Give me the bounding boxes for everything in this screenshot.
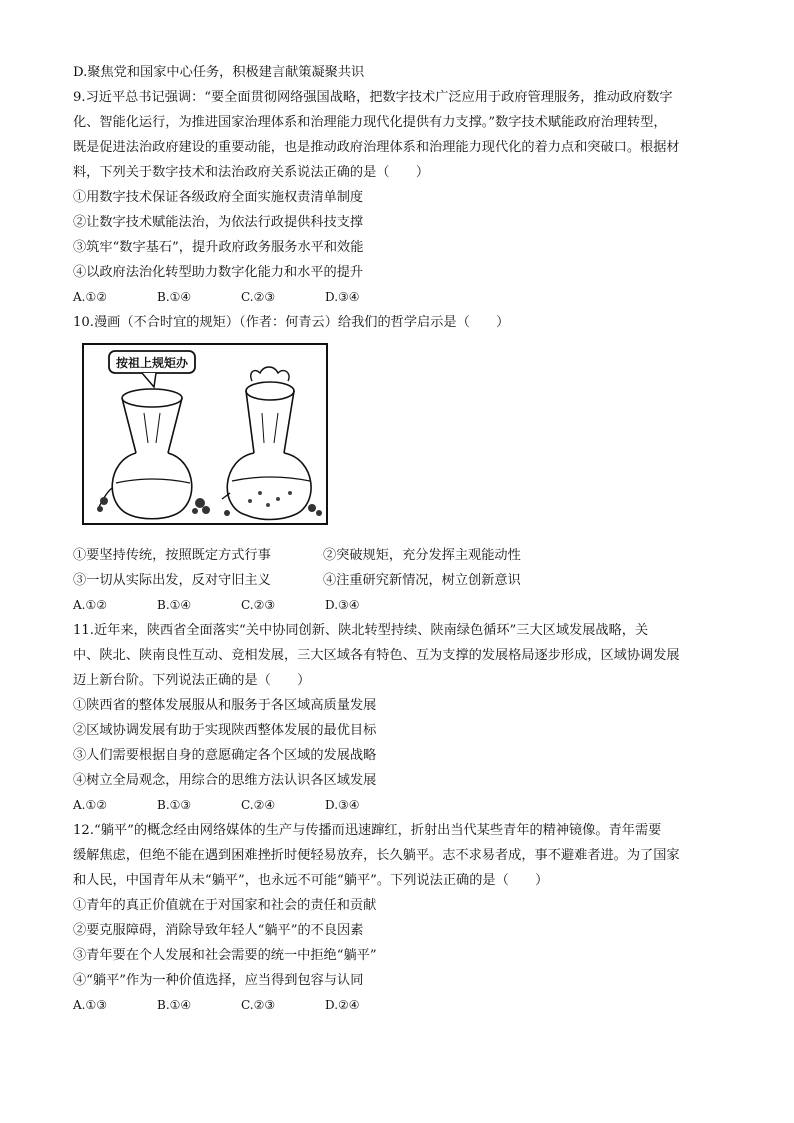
q9-option: ①用数字技术保证各级政府全面实施权责清单制度 [73,190,364,205]
answer-a[interactable]: A.①② [73,290,107,304]
q12-option: ③青年要在个人发展和社会需要的统一中拒绝“躺平” [73,948,377,963]
q9-option: ④以政府法治化转型助力数字化能力和水平的提升 [73,265,364,280]
answer-a[interactable]: A.①② [73,598,107,612]
q12-option: ②要克服障碍，消除导致年轻人“躺平”的不良因素 [73,923,364,938]
q10-option: ④注重研究新情况，树立创新意识 [323,573,521,588]
question-12 [73,818,723,1018]
q10-option: ②突破规矩，充分发挥主观能动性 [323,548,521,563]
q11-stem-line: 迈上新台阶。下列说法正确的是（ ） [73,673,311,688]
q10-option: ③一切从实际出发，反对守旧主义 [73,573,271,588]
exam-page [73,60,723,1018]
answer-c[interactable]: C.②③ [241,998,276,1012]
q10-option: ①要坚持传统，按照既定方式行事 [73,548,271,563]
q12-option: ④“躺平”作为一种价值选择，应当得到包容与认同 [73,973,364,988]
q11-stem-line: 中、陕北、陕南良性互动、竞相发展，三大区域各有特色、互为支撑的发展格局逐步形成，区域协调发展 [73,648,680,663]
question-9 [73,85,723,310]
q10-options-row [73,568,723,593]
q9-stem-line: 9.习近平总书记强调：“要全面贯彻网络强国战略，把数字技术广泛应用于政府管理服务，推动政府数字 [73,90,673,105]
q12-stem-line: 缓解焦虑，但绝不能在遇到困难挫折时便轻易放弃，长久躺平。志不求易者成，事不避难者进。为了国家 [73,848,680,863]
cartoon-image [82,343,328,525]
q11-option: ①陕西省的整体发展服从和服务于各区域高质量发展 [73,698,377,713]
q8-option-d: D.聚焦党和国家中心任务，积极建言献策凝聚共识 [73,65,365,80]
q10-stem: 10.漫画（不合时宜的规矩）（作者：何青云）给我们的哲学启示是（ ） [73,315,510,330]
answer-c[interactable]: C.②④ [241,798,276,812]
answer-b[interactable]: B.①④ [157,290,192,304]
question-11 [73,618,723,818]
q9-stem-line: 料，下列关于数字技术和法治政府关系说法正确的是（ ） [73,165,430,180]
answer-b[interactable]: B.①④ [157,598,192,612]
q12-stem-line: 12.“躺平”的概念经由网络媒体的生产与传播而迅速蹿红，折射出当代某些青年的精神镜像。青年需要 [73,823,662,838]
q10-answer-choices [73,593,723,618]
question-10 [73,310,723,618]
q9-option: ②让数字技术赋能法治，为依法行政提供科技支撑 [73,215,364,230]
cartoon-sign-text: 按祖上规矩办 [115,356,189,370]
answer-c[interactable]: C.②③ [241,598,276,612]
answer-b[interactable]: B.①④ [157,998,192,1012]
q12-stem-line: 和人民，中国青年从未“躺平”，也永远不可能“躺平”。下列说法正确的是（ ） [73,873,549,888]
answer-d[interactable]: D.②④ [325,998,360,1012]
q9-stem-line: 化、智能化运行，为推进国家治理体系和治理能力现代化提供有力支撑。”数字技术赋能政府治理转型， [73,115,667,130]
q12-option: ①青年的真正价值就在于对国家和社会的责任和贡献 [73,898,377,913]
answer-d[interactable]: D.③④ [325,598,360,612]
answer-b[interactable]: B.①③ [157,798,192,812]
q9-answer-choices [73,285,723,310]
q9-option: ③筑牢“数字基石”，提升政府政务服务水平和效能 [73,240,364,255]
answer-d[interactable]: D.③④ [325,798,360,812]
answer-c[interactable]: C.②③ [241,290,276,304]
q11-option: ④树立全局观念，用综合的思维方法认识各区域发展 [73,773,377,788]
answer-d[interactable]: D.③④ [325,290,360,304]
answer-a[interactable]: A.①③ [73,998,107,1012]
q11-option: ③人们需要根据自身的意愿确定各个区域的发展战略 [73,748,377,763]
q10-options-row [73,543,723,568]
answer-a[interactable]: A.①② [73,798,107,812]
q9-stem-line: 既是促进法治政府建设的重要动能，也是推动政府治理体系和治理能力现代化的着力点和突破口。根据材 [73,140,680,155]
q11-option: ②区域协调发展有助于实现陕西整体发展的最优目标 [73,723,377,738]
q12-answer-choices [73,993,723,1018]
q11-stem-line: 11.近年来，陕西省全面落实“关中协同创新、陕北转型持续、陕南绿色循环”三大区域发展战略，关 [73,623,649,638]
q11-answer-choices [73,793,723,818]
